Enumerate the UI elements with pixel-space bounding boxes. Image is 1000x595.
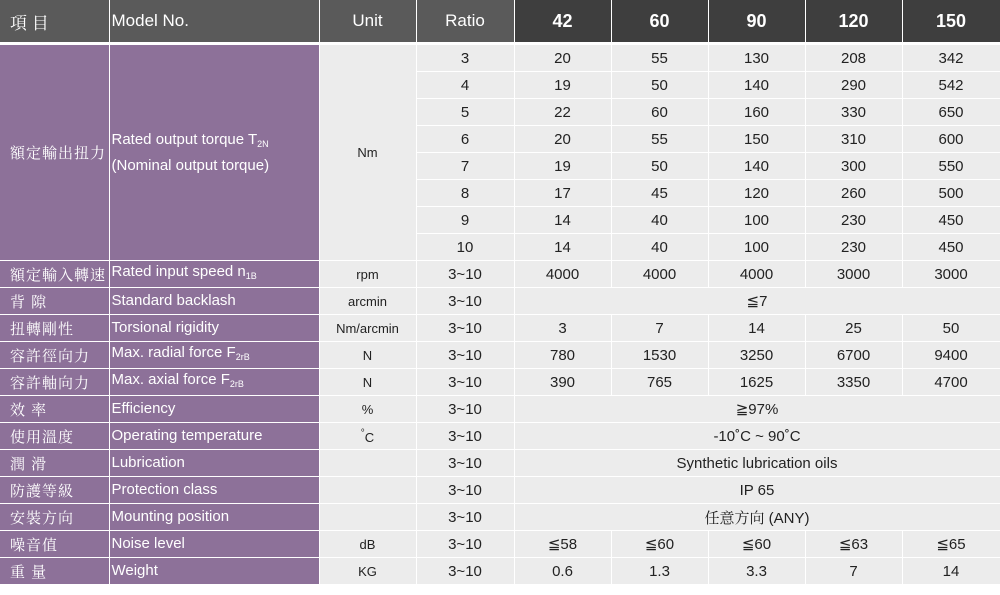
table-row-protection bbox=[0, 477, 1000, 504]
table-row-temperature bbox=[0, 423, 1000, 450]
radial-label-subscript: 2rB bbox=[235, 352, 250, 362]
lubrication-label-cn: 潤 滑 bbox=[0, 450, 109, 477]
value-cell: 600 bbox=[902, 126, 1000, 153]
value-cell: 3000 bbox=[805, 261, 902, 288]
input-speed-label-text: Rated input speed n bbox=[111, 263, 246, 280]
value-cell: 14 bbox=[514, 234, 611, 261]
value-cell: 450 bbox=[902, 207, 1000, 234]
header-row bbox=[0, 0, 1000, 44]
mounting-unit bbox=[319, 504, 416, 531]
value-cell: 3350 bbox=[805, 369, 902, 396]
input-speed-unit: rpm bbox=[319, 261, 416, 288]
value-cell: 19 bbox=[514, 72, 611, 99]
ratio-cell: 9 bbox=[416, 207, 514, 234]
axial-label-en bbox=[109, 369, 319, 396]
radial-label-cn: 容許徑向力 bbox=[0, 342, 109, 369]
table-row-noise bbox=[0, 531, 1000, 558]
value-cell: ≦65 bbox=[902, 531, 1000, 558]
header-size-90: 90 bbox=[708, 0, 805, 44]
ratio-cell: 7 bbox=[416, 153, 514, 180]
value-cell: ≦60 bbox=[611, 531, 708, 558]
mounting-ratio: 3~10 bbox=[416, 504, 514, 531]
input-speed-label-cn: 額定輸入轉速 bbox=[0, 261, 109, 288]
radial-unit: N bbox=[319, 342, 416, 369]
value-cell: ≦58 bbox=[514, 531, 611, 558]
value-cell: 7 bbox=[805, 558, 902, 585]
value-cell: 3 bbox=[514, 315, 611, 342]
efficiency-value: ≧97% bbox=[514, 396, 1000, 423]
radial-label-en bbox=[109, 342, 319, 369]
noise-label-en: Noise level bbox=[109, 531, 319, 558]
rigidity-ratio: 3~10 bbox=[416, 315, 514, 342]
value-cell: 60 bbox=[611, 99, 708, 126]
value-cell: 50 bbox=[902, 315, 1000, 342]
weight-label-cn: 重 量 bbox=[0, 558, 109, 585]
rigidity-unit: Nm/arcmin bbox=[319, 315, 416, 342]
axial-unit: N bbox=[319, 369, 416, 396]
value-cell: 14 bbox=[514, 207, 611, 234]
value-cell: 20 bbox=[514, 44, 611, 72]
value-cell: 650 bbox=[902, 99, 1000, 126]
value-cell: 500 bbox=[902, 180, 1000, 207]
input-speed-ratio: 3~10 bbox=[416, 261, 514, 288]
table-row-axial bbox=[0, 369, 1000, 396]
value-cell: 150 bbox=[708, 126, 805, 153]
temperature-value: -10˚C ~ 90˚C bbox=[514, 423, 1000, 450]
value-cell: 50 bbox=[611, 153, 708, 180]
torque-label-line1: Rated output torque T bbox=[111, 130, 258, 148]
table-row-mounting bbox=[0, 504, 1000, 531]
table-row bbox=[0, 44, 1000, 72]
value-cell: 390 bbox=[514, 369, 611, 396]
value-cell: 9400 bbox=[902, 342, 1000, 369]
value-cell: 208 bbox=[805, 44, 902, 72]
value-cell: 25 bbox=[805, 315, 902, 342]
protection-ratio: 3~10 bbox=[416, 477, 514, 504]
protection-unit bbox=[319, 477, 416, 504]
efficiency-label-cn: 效 率 bbox=[0, 396, 109, 423]
rigidity-label-en: Torsional rigidity bbox=[109, 315, 319, 342]
value-cell: 310 bbox=[805, 126, 902, 153]
backlash-ratio: 3~10 bbox=[416, 288, 514, 315]
weight-ratio: 3~10 bbox=[416, 558, 514, 585]
value-cell: 550 bbox=[902, 153, 1000, 180]
value-cell: 140 bbox=[708, 153, 805, 180]
weight-unit: KG bbox=[319, 558, 416, 585]
value-cell: 4000 bbox=[708, 261, 805, 288]
lubrication-ratio: 3~10 bbox=[416, 450, 514, 477]
value-cell: 230 bbox=[805, 234, 902, 261]
value-cell: 22 bbox=[514, 99, 611, 126]
axial-ratio: 3~10 bbox=[416, 369, 514, 396]
temperature-ratio: 3~10 bbox=[416, 423, 514, 450]
value-cell: 120 bbox=[708, 180, 805, 207]
value-cell: 100 bbox=[708, 207, 805, 234]
lubrication-unit bbox=[319, 450, 416, 477]
value-cell: 260 bbox=[805, 180, 902, 207]
torque-unit: Nm bbox=[319, 44, 416, 261]
torque-label-en bbox=[109, 44, 319, 261]
value-cell: 40 bbox=[611, 207, 708, 234]
header-size-150: 150 bbox=[902, 0, 1000, 44]
value-cell: 4000 bbox=[611, 261, 708, 288]
value-cell: 100 bbox=[708, 234, 805, 261]
efficiency-label-en: Efficiency bbox=[109, 396, 319, 423]
value-cell: 55 bbox=[611, 126, 708, 153]
torque-label-cn: 額定輸出扭力 bbox=[0, 44, 109, 261]
value-cell: 40 bbox=[611, 234, 708, 261]
axial-label-cn: 容許軸向力 bbox=[0, 369, 109, 396]
value-cell: 3250 bbox=[708, 342, 805, 369]
temperature-unit-c: C bbox=[364, 429, 375, 445]
ratio-cell: 4 bbox=[416, 72, 514, 99]
temperature-unit bbox=[319, 423, 416, 450]
value-cell: 130 bbox=[708, 44, 805, 72]
ratio-cell: 3 bbox=[416, 44, 514, 72]
rigidity-label-cn: 扭轉剛性 bbox=[0, 315, 109, 342]
mounting-label-en: Mounting position bbox=[109, 504, 319, 531]
header-model: Model No. bbox=[109, 0, 319, 44]
value-cell: 342 bbox=[902, 44, 1000, 72]
value-cell: 450 bbox=[902, 234, 1000, 261]
table-row-input-speed bbox=[0, 261, 1000, 288]
radial-label-text: Max. radial force F bbox=[111, 344, 236, 361]
lubrication-label-en: Lubrication bbox=[109, 450, 319, 477]
header-ratio: Ratio bbox=[416, 0, 514, 44]
table-row-efficiency bbox=[0, 396, 1000, 423]
value-cell: 290 bbox=[805, 72, 902, 99]
noise-unit: dB bbox=[319, 531, 416, 558]
backlash-unit: arcmin bbox=[319, 288, 416, 315]
value-cell: 542 bbox=[902, 72, 1000, 99]
torque-label-line2: (Nominal output torque) bbox=[111, 156, 270, 174]
value-cell: 3.3 bbox=[708, 558, 805, 585]
table-row-backlash bbox=[0, 288, 1000, 315]
backlash-label-cn: 背 隙 bbox=[0, 288, 109, 315]
value-cell: 140 bbox=[708, 72, 805, 99]
value-cell: 1625 bbox=[708, 369, 805, 396]
header-size-120: 120 bbox=[805, 0, 902, 44]
temperature-unit-degree: ° bbox=[360, 427, 365, 439]
weight-label-en: Weight bbox=[109, 558, 319, 585]
ratio-cell: 6 bbox=[416, 126, 514, 153]
noise-label-cn: 噪音值 bbox=[0, 531, 109, 558]
table-row-rigidity bbox=[0, 315, 1000, 342]
value-cell: 330 bbox=[805, 99, 902, 126]
value-cell: 1.3 bbox=[611, 558, 708, 585]
backlash-label-en: Standard backlash bbox=[109, 288, 319, 315]
value-cell: 55 bbox=[611, 44, 708, 72]
protection-label-cn: 防護等級 bbox=[0, 477, 109, 504]
value-cell: 3000 bbox=[902, 261, 1000, 288]
value-cell: 17 bbox=[514, 180, 611, 207]
table-row-weight bbox=[0, 558, 1000, 585]
value-cell: 45 bbox=[611, 180, 708, 207]
value-cell: 300 bbox=[805, 153, 902, 180]
input-speed-label-subscript: 1B bbox=[245, 271, 257, 281]
header-size-60: 60 bbox=[611, 0, 708, 44]
value-cell: ≦60 bbox=[708, 531, 805, 558]
value-cell: 765 bbox=[611, 369, 708, 396]
value-cell: 14 bbox=[902, 558, 1000, 585]
table-row-radial bbox=[0, 342, 1000, 369]
temperature-label-en: Operating temperature bbox=[109, 423, 319, 450]
header-size-42: 42 bbox=[514, 0, 611, 44]
table-row-lubrication bbox=[0, 450, 1000, 477]
protection-value: IP 65 bbox=[514, 477, 1000, 504]
header-item: 項 目 bbox=[0, 0, 109, 44]
value-cell: 0.6 bbox=[514, 558, 611, 585]
value-cell: 7 bbox=[611, 315, 708, 342]
efficiency-unit: % bbox=[319, 396, 416, 423]
ratio-cell: 10 bbox=[416, 234, 514, 261]
value-cell: 230 bbox=[805, 207, 902, 234]
value-cell: 4000 bbox=[514, 261, 611, 288]
value-cell: 14 bbox=[708, 315, 805, 342]
ratio-cell: 8 bbox=[416, 180, 514, 207]
radial-ratio: 3~10 bbox=[416, 342, 514, 369]
value-cell: 4700 bbox=[902, 369, 1000, 396]
value-cell: 6700 bbox=[805, 342, 902, 369]
lubrication-value: Synthetic lubrication oils bbox=[514, 450, 1000, 477]
input-speed-label-en bbox=[109, 261, 319, 288]
header-unit: Unit bbox=[319, 0, 416, 44]
value-cell: 20 bbox=[514, 126, 611, 153]
value-cell: 1530 bbox=[611, 342, 708, 369]
value-cell: 19 bbox=[514, 153, 611, 180]
torque-label-subscript: 2N bbox=[257, 138, 269, 149]
value-cell: 50 bbox=[611, 72, 708, 99]
mounting-label-cn: 安裝方向 bbox=[0, 504, 109, 531]
protection-label-en: Protection class bbox=[109, 477, 319, 504]
ratio-cell: 5 bbox=[416, 99, 514, 126]
value-cell: 780 bbox=[514, 342, 611, 369]
mounting-value: 任意方向 (ANY) bbox=[514, 504, 1000, 531]
backlash-value: ≦7 bbox=[514, 288, 1000, 315]
efficiency-ratio: 3~10 bbox=[416, 396, 514, 423]
noise-ratio: 3~10 bbox=[416, 531, 514, 558]
value-cell: ≦63 bbox=[805, 531, 902, 558]
axial-label-subscript: 2rB bbox=[229, 379, 244, 389]
value-cell: 160 bbox=[708, 99, 805, 126]
temperature-label-cn: 使用溫度 bbox=[0, 423, 109, 450]
axial-label-text: Max. axial force F bbox=[111, 371, 230, 388]
